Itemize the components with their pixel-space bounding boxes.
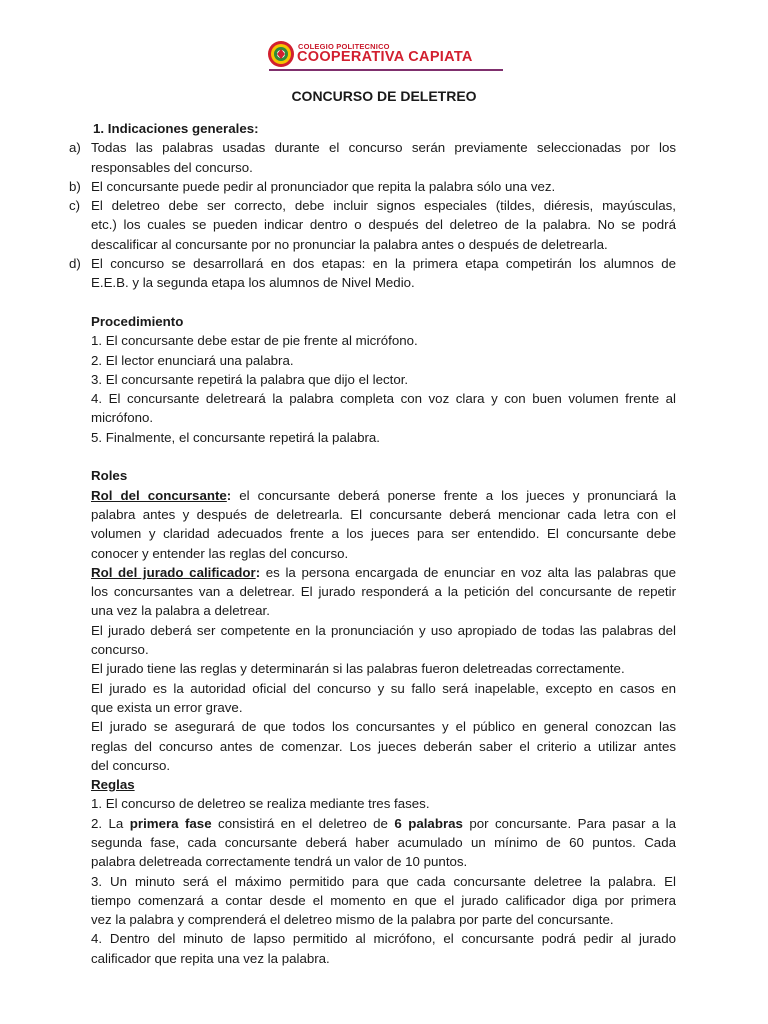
list-item-a xyxy=(69,138,676,177)
paragraph-line: Todas las palabras usadas durante el concurso serán previamente seleccionadas por los xyxy=(91,140,676,156)
list-letter: b) xyxy=(69,178,81,194)
school-emblem-icon xyxy=(267,40,295,68)
procedure-step: 2. El lector enunciará una palabra. xyxy=(91,352,294,368)
paragraph-line: del concurso. xyxy=(91,757,171,773)
paragraph-line: El concursante puede pedir al pronunciador que repita la palabra sólo una vez. xyxy=(91,178,556,194)
rule-line: 1. El concurso de deletreo se realiza mediante tres fases. xyxy=(91,796,430,812)
paragraph-line: etc.) los cuales se pueden indicar dentro o después del deletreo de la palabra. No se podrá xyxy=(91,217,676,233)
rule-line: 3. Un minuto será el máximo permitido para que cada concursante deletree la palabra. El xyxy=(91,873,676,889)
role-colon: : xyxy=(255,564,261,580)
rule-text: consistirá en el deletreo de xyxy=(211,815,395,831)
list-letter: a) xyxy=(69,140,81,156)
section-heading-indicaciones: 1. Indicaciones generales: xyxy=(93,121,259,136)
rule-emphasis: 6 palabras xyxy=(394,815,463,831)
paragraph-line: El concurso se desarrollará en dos etapas: en la primera etapa competirán los alumnos de xyxy=(91,256,676,272)
logo-divider xyxy=(269,69,503,71)
section-heading-roles: Roles xyxy=(91,468,128,484)
section-heading-reglas: Reglas xyxy=(91,777,135,793)
procedure-step: micrófono. xyxy=(91,410,154,426)
list-item-d xyxy=(69,254,676,293)
paragraph-line: El jurado es la autoridad oficial del concurso y su fallo será inapelable, excepto en casos en xyxy=(91,680,676,696)
paragraph-text: es la persona encargada de enunciar en voz alta las palabras que xyxy=(260,564,676,580)
rule-line: tiempo comenzará a contar desde el momento en que el jurado calificador diga por primera xyxy=(91,892,676,908)
paragraph-line: una vez la palabra a deletrear. xyxy=(91,603,270,619)
school-logo xyxy=(267,38,503,72)
procedure-step: 3. El concursante repetirá la palabra que dijo el lector. xyxy=(91,371,409,387)
paragraph-line xyxy=(91,563,676,582)
rule-line: calificador que repita una vez la palabra. xyxy=(91,950,330,966)
role-label-concursante: Rol del concursante xyxy=(91,487,227,503)
procedure-step: 1. El concursante debe estar de pie frente al micrófono. xyxy=(91,333,418,349)
paragraph-line: conocer y entender las reglas del concurso. xyxy=(91,545,349,561)
list-item-c xyxy=(69,196,676,254)
rule-emphasis: primera fase xyxy=(129,815,212,831)
rule-line: 4. Dentro del minuto de lapso permitido al micrófono, el concursante podrá pedir al jurado xyxy=(91,931,676,947)
paragraph-line: responsables del concurso. xyxy=(91,159,253,175)
rule-line xyxy=(91,814,676,833)
logo-subtitle: COLEGIO POLITECNICO xyxy=(298,42,390,51)
list-letter: d) xyxy=(69,256,81,272)
paragraph-line: El jurado tiene las reglas y determinarán si las palabras fueron deletreadas correctamente. xyxy=(91,661,625,677)
paragraph-line: volumen y claridad adecuados frente a los jueces para ser entendido. El concursante debe xyxy=(91,526,676,542)
paragraph-line xyxy=(91,486,676,505)
paragraph-line: descalificar al concursante por no pronunciar la palabra antes o después de deletrearla. xyxy=(91,236,608,252)
rule-text: por concursante. Para pasar a la xyxy=(462,815,676,831)
rule-line: segunda fase, cada concursante deberá haber acumulado un mínimo de 60 puntos. Cada xyxy=(91,834,676,850)
paragraph-line: palabra antes y después de deletrearla. El concursante deberá mencionar cada letra con el xyxy=(91,506,676,522)
role-colon: : xyxy=(226,487,232,503)
rule-text: 2. La xyxy=(91,815,130,831)
list-item-b xyxy=(69,177,676,196)
rule-line: palabra deletreada correctamente tendrá un valor de 10 puntos. xyxy=(91,854,468,870)
paragraph-text: el concursante deberá ponerse frente a los jueces y pronunciará la xyxy=(231,487,676,503)
paragraph-line: reglas del concurso antes de comenzar. Los jueces deberán saber el criterio a utilizar antes xyxy=(91,738,676,754)
role-label-jurado: Rol del jurado calificador xyxy=(91,564,256,580)
list-letter: c) xyxy=(69,198,81,214)
logo-title: COOPERATIVA CAPIATA xyxy=(297,49,473,65)
paragraph-line: El deletreo debe ser correcto, debe incluir signos especiales (tildes, diéresis, mayúsculas, xyxy=(91,198,676,214)
paragraph-line: concurso. xyxy=(91,642,149,658)
paragraph-line: E.E.B. y la segunda etapa los alumnos de Nivel Medio. xyxy=(91,275,415,291)
rule-line: vez la palabra y comprenderá el deletreo mismo de la palabra por parte del concursante. xyxy=(91,912,614,928)
paragraph-line: El jurado se asegurará de que todos los concursantes y el público en general conozcan las xyxy=(91,719,676,735)
paragraph-line: los concursantes van a deletrear. El jurado responderá a la petición del concursante de repetir xyxy=(91,584,676,600)
section-heading-procedimiento: Procedimiento xyxy=(91,313,184,329)
paragraph-line: El jurado deberá ser competente en la pronunciación y uso apropiado de todas las palabras del xyxy=(91,622,676,638)
document-body xyxy=(69,119,676,968)
paragraph-line: que exista un error grave. xyxy=(91,699,243,715)
procedure-step: 4. El concursante deletreará la palabra completa con voz clara y con buen volumen frente al xyxy=(91,391,676,407)
document-title: CONCURSO DE DELETREO xyxy=(291,88,477,104)
procedure-step: 5. Finalmente, el concursante repetirá la palabra. xyxy=(91,429,380,445)
